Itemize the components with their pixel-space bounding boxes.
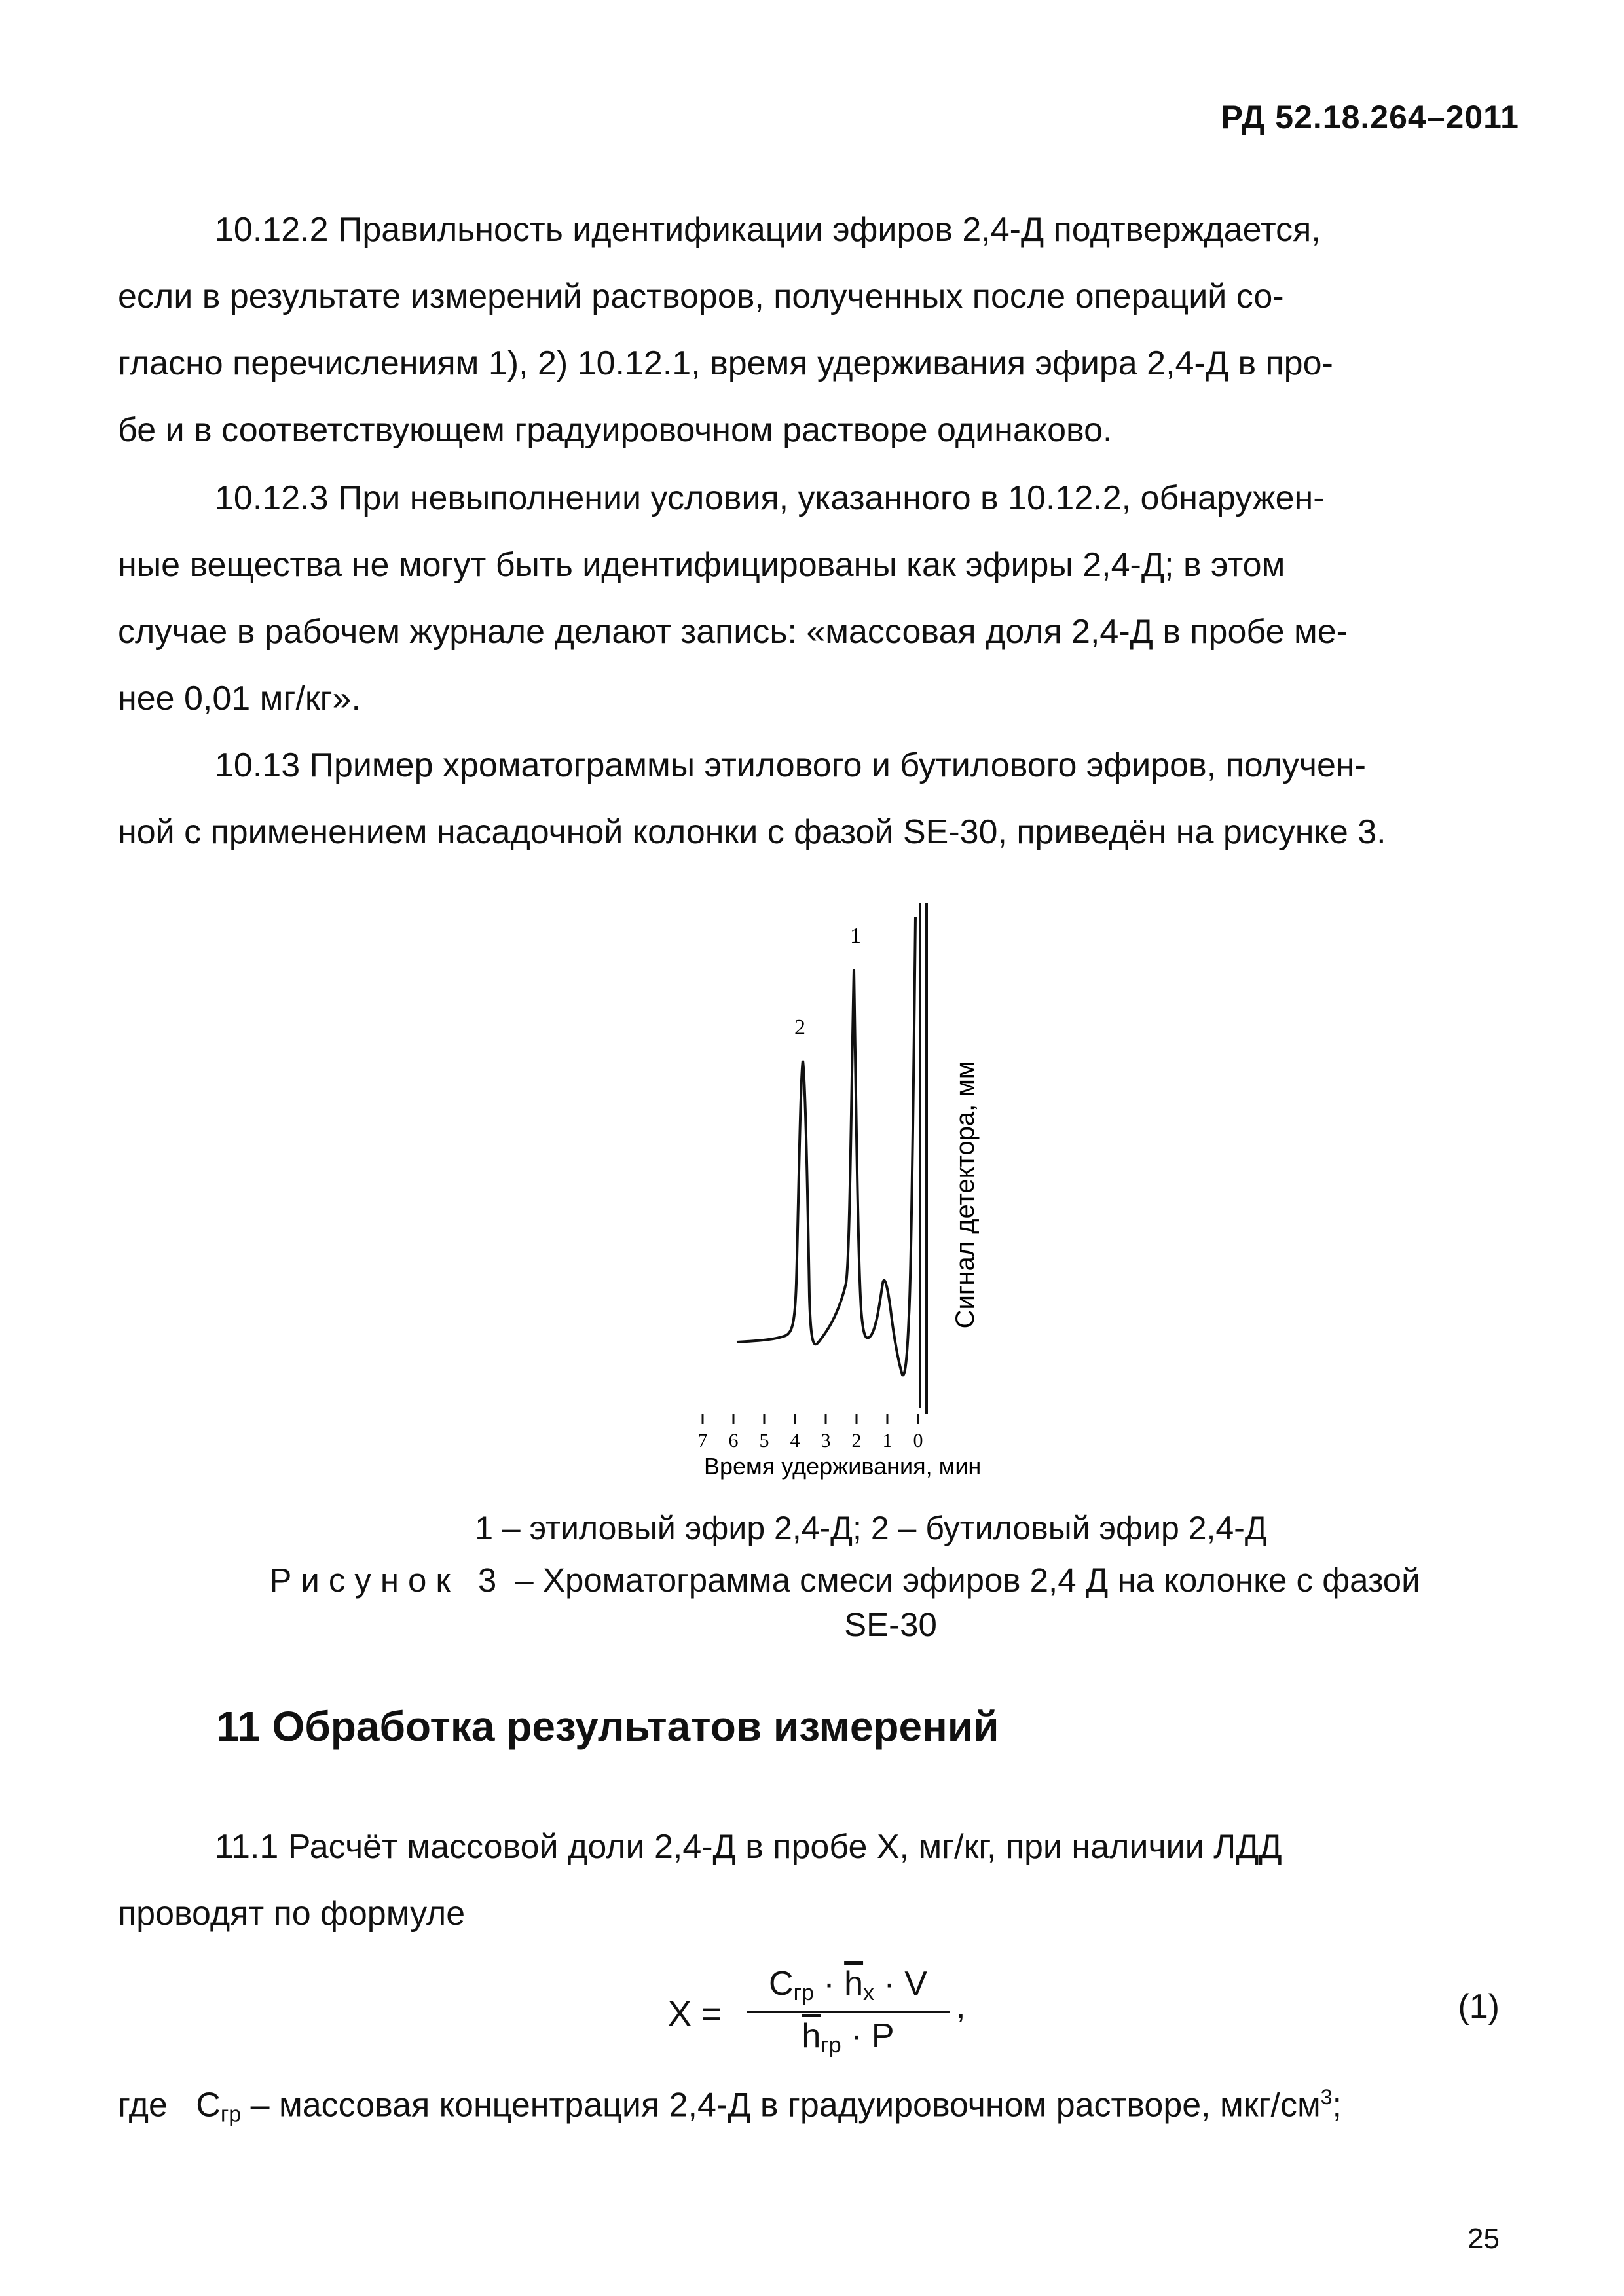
figure-legend: 1 – этиловый эфир 2,4-Д; 2 – бутиловый эфир 2,4-Д [475,1510,1267,1546]
text-line: 11.1 Расчёт массовой доли 2,4-Д в пробе Х, мг/кг, при наличии ЛДД [215,1828,1282,1866]
chromatogram-trace [737,917,915,1375]
equation-number: (1) [1458,1988,1500,2026]
fraction-bar [747,2011,950,2013]
where-symbol-sub: гр [220,2102,242,2127]
section-title: 11 Обработка результатов измерений [216,1703,999,1750]
formula-v: V [904,1965,927,2003]
formula-dot: · [823,1965,835,2003]
formula-1 [655,1958,1048,2069]
where-end: ; [1332,2086,1342,2124]
x-tick-label: 7 [697,1430,708,1451]
x-tick-label: 1 [882,1430,893,1451]
text-line: ные вещества не могут быть идентифицированы как эфиры 2,4-Д; в этом [118,546,1285,584]
x-tick-labels [698,1430,923,1451]
formula-h-bar: $\overline{h}$ [802,2017,821,2055]
peak-label-1: 1 [850,924,861,948]
where-text: – массовая концентрация 2,4-Д в градуировочном растворе, мкг/см [250,2086,1321,2124]
document-code: РД 52.18.264–2011 [1221,99,1519,136]
text-line: гласно перечислениям 1), 2) 10.12.1, время удерживания эфира 2,4-Д в про- [118,344,1333,382]
formula-c: C [769,1965,794,2003]
text-line: бе и в соответствующем градуировочном растворе одинаково. [118,411,1113,449]
x-tick-label: 0 [913,1430,923,1451]
chromatogram-figure [655,890,1100,1480]
formula-h-sub: x [863,1980,875,2005]
text-line: 10.12.2 Правильность идентификации эфиров 2,4-Д подтверждается, [215,211,1321,249]
x-tick-label: 6 [728,1430,739,1451]
text-line: случае в рабочем журнале делают запись: «массовая доля 2,4-Д в пробе ме- [118,613,1348,651]
x-tick-label: 4 [790,1430,800,1451]
formula-p: P [871,2017,895,2055]
paragraph-11-1 [118,1813,1506,1947]
text-line: проводят по формуле [118,1895,466,1933]
formula-dot: · [851,2017,862,2055]
caption-text-2: SE-30 [844,1606,937,1643]
x-axis-label: Время удерживания, мин [704,1453,982,1480]
paragraph-10-12-2 [118,196,1506,464]
page-number: 25 [1467,2223,1500,2255]
where-prefix: где [118,2086,168,2124]
where-symbol: C [196,2086,221,2124]
text-line: 10.12.3 При невыполнении условия, указанного в 10.12.2, обнаружен- [215,479,1325,517]
caption-text: – Хроматограмма смеси эфиров 2,4 Д на колонке с фазой [515,1561,1420,1599]
paragraph-10-12-3 [118,465,1506,732]
x-tick-label: 3 [821,1430,831,1451]
where-line [118,2085,1342,2127]
text-line: ной с применением насадочной колонки с фазой SE-30, приведён на рисунке 3. [118,813,1386,851]
figure-caption [144,1558,1545,1647]
formula-lhs: X = [668,1994,722,2033]
text-line: если в результате измерений растворов, полученных после операций со- [118,278,1284,316]
where-sup: 3 [1320,2085,1333,2109]
text-line: нее 0,01 мг/кг». [118,680,361,718]
chromatogram-plot [655,890,1100,1480]
formula-c-sub: гр [793,1980,814,2005]
caption-head: Рисунок 3 [269,1561,506,1599]
text-line: 10.13 Пример хроматограммы этилового и бутилового эфиров, получен- [215,746,1366,784]
peak-label-2: 2 [794,1015,805,1040]
paragraph-10-13 [118,732,1506,866]
formula-h-bar: $\overline{h}$ [844,1965,864,2003]
formula-numerator [747,1964,950,2006]
x-axis-ticks [703,1414,918,1424]
formula-comma: , [956,1988,966,2026]
y-axis-label: Сигнал детектора, мм [951,1061,980,1329]
formula-dot: · [883,1965,895,2003]
formula-h-sub: гр [821,2033,841,2058]
x-tick-label: 2 [851,1430,862,1451]
formula-denominator [747,2016,950,2058]
x-tick-label: 5 [759,1430,769,1451]
